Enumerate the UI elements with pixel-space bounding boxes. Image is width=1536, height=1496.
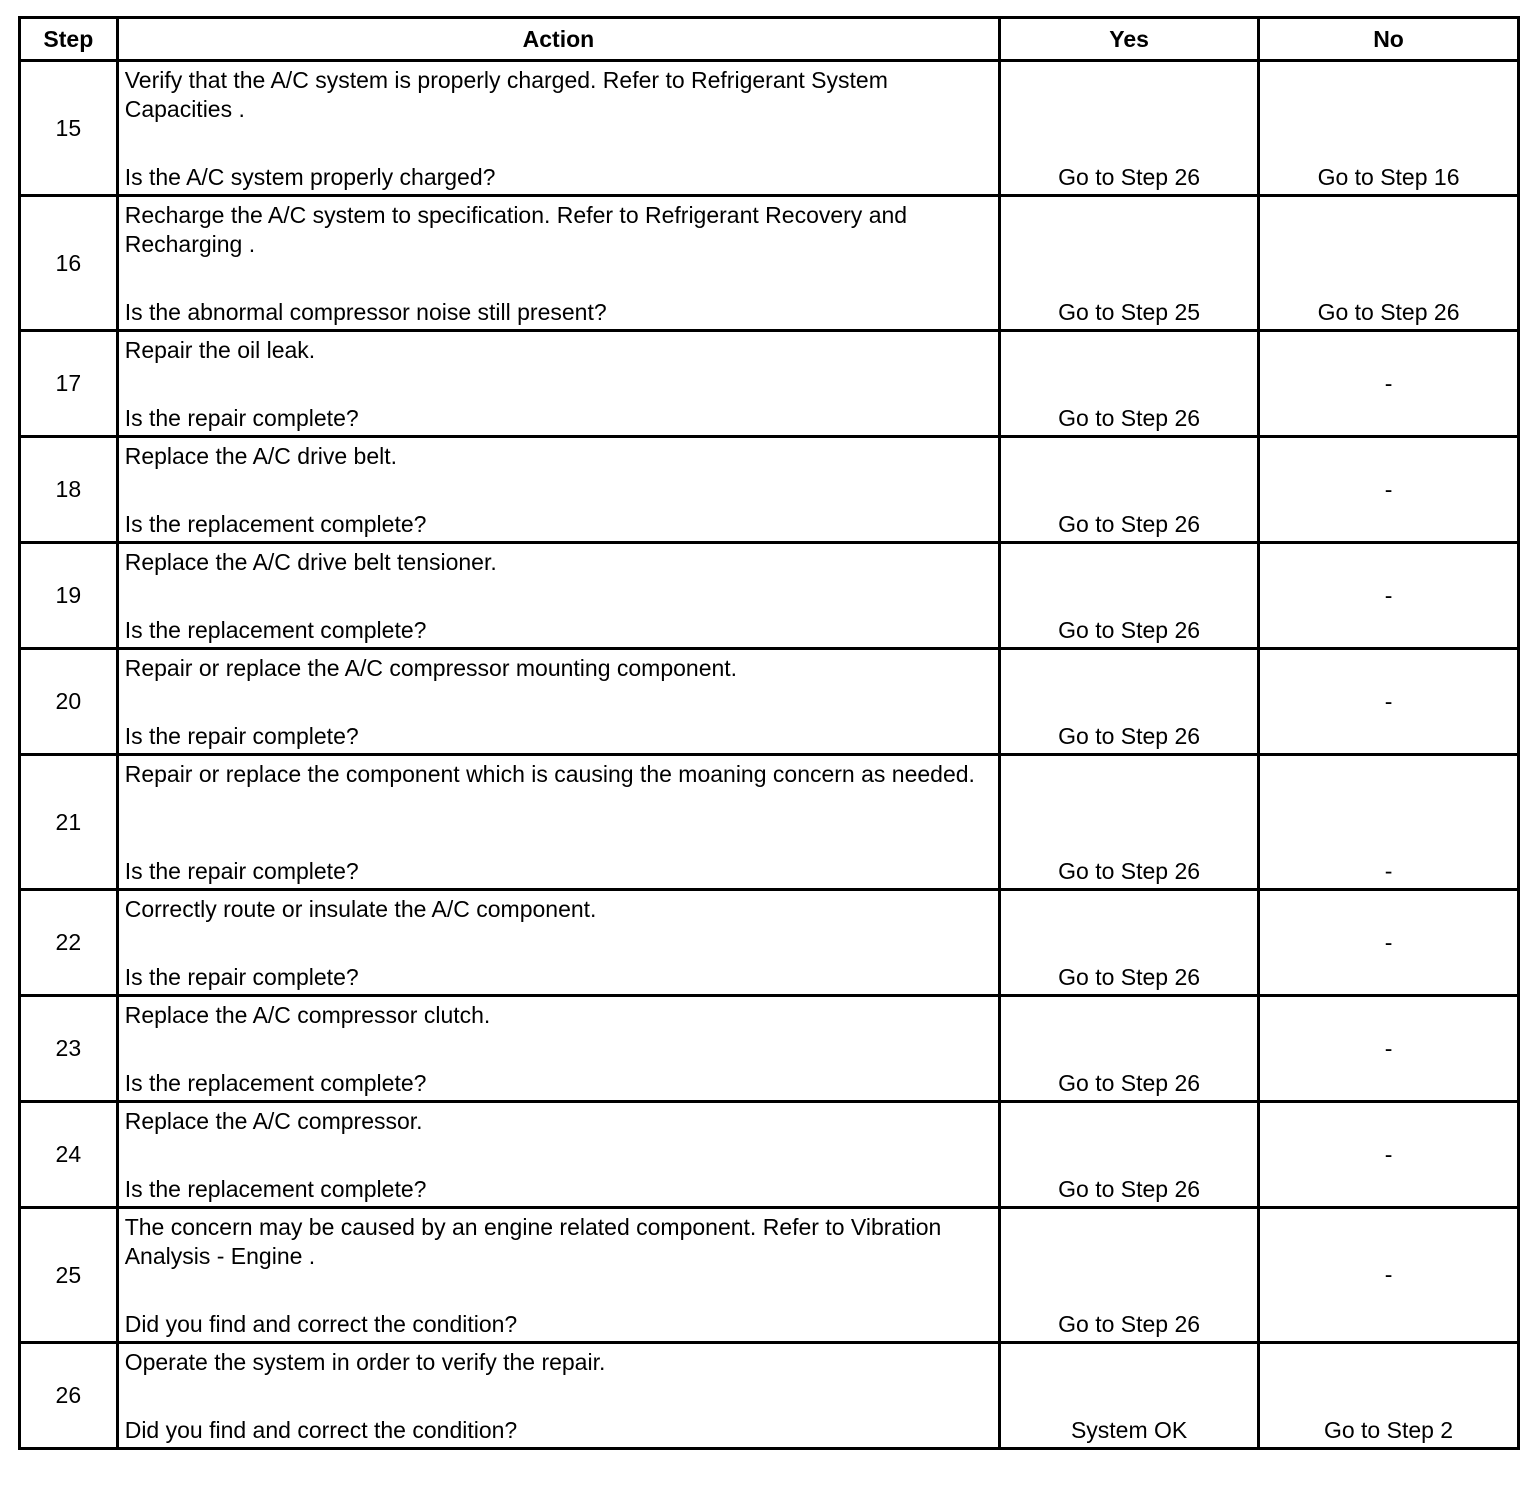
action-instruction: Repair the oil leak.	[124, 337, 316, 363]
no-cell	[1259, 61, 1519, 196]
action-cell	[117, 1208, 999, 1343]
action-instruction: Replace the A/C compressor.	[124, 1108, 423, 1134]
no-result: -	[1384, 688, 1393, 714]
no-cell	[1259, 649, 1519, 755]
step-number: 18	[20, 437, 118, 543]
yes-result: Go to Step 26	[1058, 617, 1201, 643]
action-question: Is the replacement complete?	[124, 617, 427, 643]
yes-result: Go to Step 26	[1058, 405, 1201, 431]
step-number: 23	[20, 996, 118, 1102]
action-cell	[117, 996, 999, 1102]
step-number: 19	[20, 543, 118, 649]
no-result: Go to Step 2	[1323, 1417, 1454, 1443]
action-question: Is the repair complete?	[124, 964, 359, 990]
action-cell	[117, 543, 999, 649]
yes-cell	[1000, 755, 1259, 890]
yes-result: Go to Step 26	[1058, 964, 1201, 990]
yes-result: Go to Step 26	[1058, 1311, 1201, 1337]
no-cell	[1259, 1102, 1519, 1208]
header-action: Action	[117, 18, 999, 61]
yes-cell	[1000, 1102, 1259, 1208]
yes-cell	[1000, 61, 1259, 196]
no-result: -	[1384, 929, 1393, 955]
action-question: Is the repair complete?	[124, 858, 359, 884]
table-row	[20, 543, 1519, 649]
action-instruction: Repair or replace the component which is causing the moaning concern as needed.	[124, 761, 975, 787]
action-question: Is the repair complete?	[124, 405, 359, 431]
yes-cell	[1000, 543, 1259, 649]
action-instruction: Replace the A/C drive belt.	[124, 443, 398, 469]
action-question: Did you find and correct the condition?	[124, 1417, 518, 1443]
no-result: -	[1384, 1261, 1393, 1288]
no-result: -	[1384, 1035, 1393, 1061]
header-yes: Yes	[1000, 18, 1259, 61]
action-question: Is the replacement complete?	[124, 1070, 427, 1096]
step-number: 24	[20, 1102, 118, 1208]
yes-result: Go to Step 26	[1058, 723, 1201, 749]
action-question: Did you find and correct the condition?	[124, 1311, 518, 1337]
no-cell	[1259, 543, 1519, 649]
no-cell	[1259, 996, 1519, 1102]
action-cell	[117, 649, 999, 755]
action-instruction: Replace the A/C drive belt tensioner.	[124, 549, 497, 575]
table-row	[20, 890, 1519, 996]
yes-result: Go to Step 26	[1058, 511, 1201, 537]
action-instruction: Verify that the A/C system is properly charged. Refer to Refrigerant System Capacities .	[124, 67, 888, 122]
yes-cell	[1000, 437, 1259, 543]
action-instruction: Operate the system in order to verify the repair.	[124, 1349, 606, 1375]
action-instruction: Recharge the A/C system to specification. Refer to Refrigerant Recovery and Recharging .	[124, 202, 908, 257]
table-header-row	[20, 18, 1519, 61]
no-cell	[1259, 890, 1519, 996]
yes-cell	[1000, 331, 1259, 437]
yes-cell	[1000, 890, 1259, 996]
table-row	[20, 1208, 1519, 1343]
no-cell	[1259, 331, 1519, 437]
no-result: Go to Step 26	[1317, 299, 1460, 325]
yes-result: Go to Step 26	[1058, 1176, 1201, 1202]
action-instruction: The concern may be caused by an engine related component. Refer to Vibration Analysis - Engine .	[124, 1214, 942, 1269]
yes-result: Go to Step 26	[1058, 858, 1201, 884]
action-question: Is the repair complete?	[124, 723, 359, 749]
table-row	[20, 437, 1519, 543]
yes-cell	[1000, 649, 1259, 755]
table-row	[20, 331, 1519, 437]
action-question: Is the replacement complete?	[124, 1176, 427, 1202]
table-row	[20, 196, 1519, 331]
table-row	[20, 61, 1519, 196]
header-step: Step	[20, 18, 118, 61]
action-cell	[117, 755, 999, 890]
no-cell	[1259, 196, 1519, 331]
no-cell	[1259, 755, 1519, 890]
no-result: -	[1384, 858, 1393, 884]
diagnostic-steps-table	[18, 16, 1520, 1450]
action-question: Is the abnormal compressor noise still present?	[124, 299, 607, 325]
action-instruction: Correctly route or insulate the A/C component.	[124, 896, 597, 922]
yes-cell	[1000, 996, 1259, 1102]
no-result: -	[1384, 582, 1393, 608]
no-cell	[1259, 1208, 1519, 1343]
yes-cell	[1000, 196, 1259, 331]
step-number: 25	[20, 1208, 118, 1343]
action-cell	[117, 61, 999, 196]
step-number: 15	[20, 61, 118, 196]
yes-result: Go to Step 26	[1058, 164, 1201, 190]
action-question: Is the replacement complete?	[124, 511, 427, 537]
action-cell	[117, 196, 999, 331]
action-question: Is the A/C system properly charged?	[124, 164, 496, 190]
yes-result: Go to Step 26	[1058, 1070, 1201, 1096]
no-cell	[1259, 1343, 1519, 1449]
no-result: Go to Step 16	[1317, 164, 1460, 190]
step-number: 21	[20, 755, 118, 890]
no-result: -	[1384, 370, 1393, 396]
table-row	[20, 1102, 1519, 1208]
step-number: 16	[20, 196, 118, 331]
action-instruction: Repair or replace the A/C compressor mounting component.	[124, 655, 738, 681]
yes-result: Go to Step 25	[1058, 299, 1201, 325]
step-number: 20	[20, 649, 118, 755]
header-no: No	[1259, 18, 1519, 61]
table-row	[20, 1343, 1519, 1449]
action-instruction: Replace the A/C compressor clutch.	[124, 1002, 491, 1028]
action-cell	[117, 890, 999, 996]
yes-cell	[1000, 1343, 1259, 1449]
action-cell	[117, 437, 999, 543]
action-cell	[117, 1102, 999, 1208]
step-number: 22	[20, 890, 118, 996]
table-row	[20, 996, 1519, 1102]
no-cell	[1259, 437, 1519, 543]
step-number: 26	[20, 1343, 118, 1449]
action-cell	[117, 331, 999, 437]
no-result: -	[1384, 1141, 1393, 1167]
action-cell	[117, 1343, 999, 1449]
table-row	[20, 755, 1519, 890]
table-row	[20, 649, 1519, 755]
yes-result: System OK	[1070, 1417, 1188, 1443]
step-number: 17	[20, 331, 118, 437]
yes-cell	[1000, 1208, 1259, 1343]
no-result: -	[1384, 476, 1393, 502]
